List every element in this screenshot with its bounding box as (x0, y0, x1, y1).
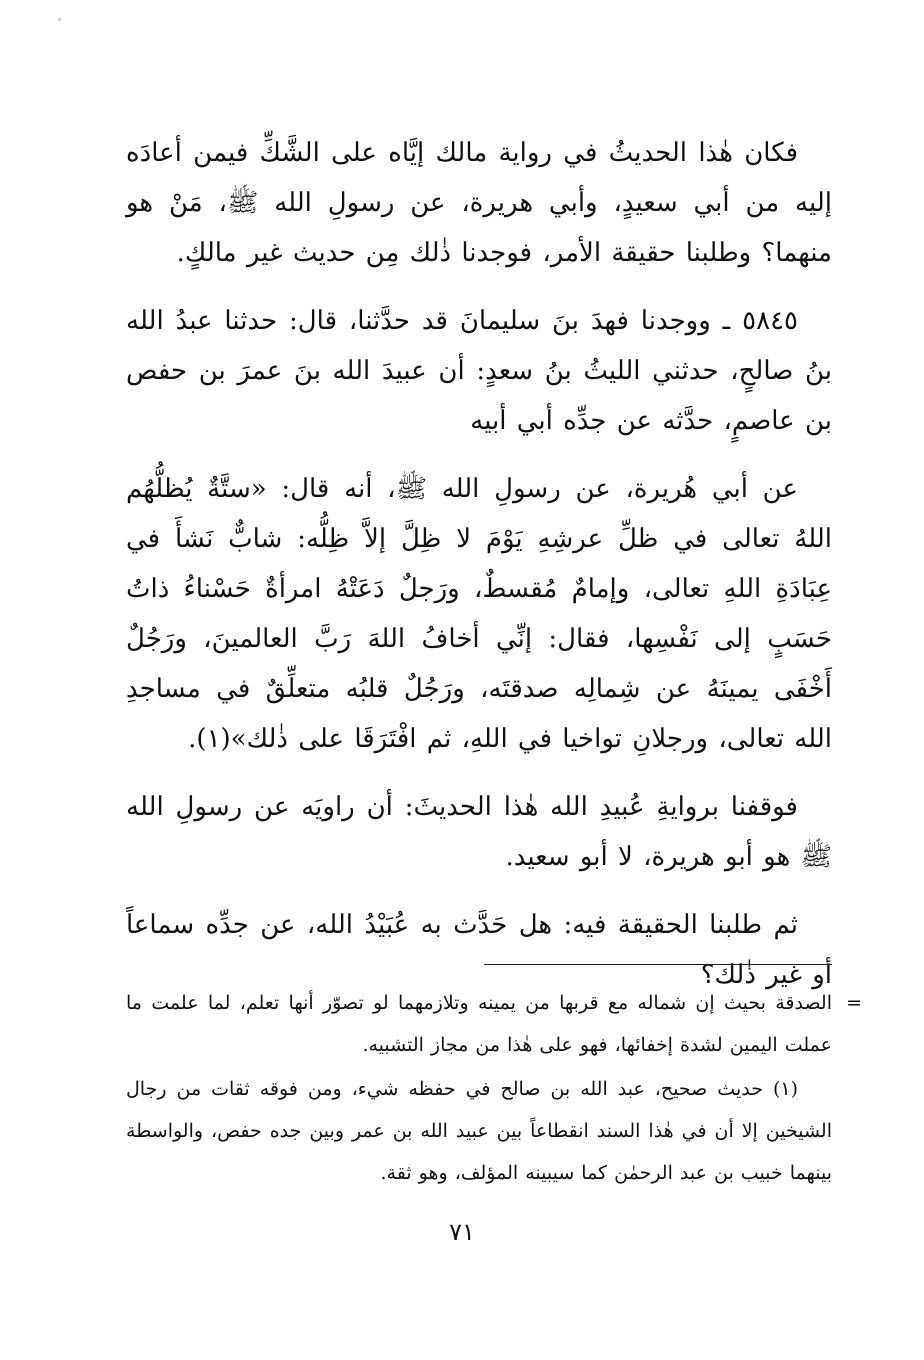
footnote-1: (١) حديث صحيح، عبد الله بن صالح في حفظه شيء، ومن فوقه ثقات من رجال الشيخين إلا أن في هٰذا السند انقطاعاً بين عبيد الله بن عمر وبين جده حفص، والواسطة بينهما خبيب بن عبد الرحمٰن كما سيبينه المؤلف، وهو ثقة. (126, 1078, 832, 1184)
footnote-continuation (126, 982, 862, 1066)
paragraph-5: ثم طلبنا الحقيقة فيه: هل حَدَّث به عُبَيْدُ الله، عن جدِّه سماعاً أو غير ذٰلك؟ (126, 910, 832, 990)
page-content (126, 128, 862, 1258)
continuation-marker: = (846, 992, 862, 1014)
scan-speck (58, 18, 61, 21)
paragraph-4: فوقفنا بروايةِ عُبيدِ الله هٰذا الحديثَ: أن راويَه عن رسولِ الله ﷺ هو أبو هريرة، لا أبو سعيد. (126, 792, 832, 872)
page-number: ٧١ (449, 1218, 475, 1246)
footnote-continuation-text: الصدقة بحيث إن شماله مع قربها من يمينه وتلازمهما لو تصوّر أنها تعلم، لما علمت ما عملت اليمين لشدة إخفائها، فهو على هٰذا من مجاز التشبيه. (126, 992, 832, 1056)
main-text (126, 128, 832, 1000)
paragraph-1: فكان هٰذا الحديثُ في رواية مالك إيَّاه على الشَّكِّ فيمن أعادَه إليه من أبي سعيدٍ، وأبي هريرة، عن رسولِ الله ﷺ، مَنْ هو منهما؟ وطلبنا حقيقة الأمر، فوجدنا ذٰلك مِن حديث غير مالكٍ. (126, 138, 832, 268)
footnotes (126, 982, 862, 1194)
hadith-5845-chain: ٥٨٤٥ ـ ووجدنا فهدَ بنَ سليمانَ قد حدَّثنا، قال: حدثنا عبدُ الله بنُ صالحٍ، حدثني الليثُ بنُ سعدٍ: أن عبيدَ الله بنَ عمرَ بن حفص بن عاصمٍ، حدَّثه عن جدِّه أبي أبيه (126, 306, 832, 436)
footnote-separator (484, 964, 832, 965)
hadith-5845-text: عن أبي هُريرة، عن رسولِ الله ﷺ، أنه قال: «ستَّةٌ يُظلُّهُم اللهُ تعالى في ظلِّ عرشِهِ يَوْمَ لا ظِلَّ إلاَّ ظِلُّه: شابٌّ نَشأَ في عِبَادَةِ اللهِ تعالى، وإمامٌ مُقسطٌ، ورَجلٌ دَعَتْهُ امرأةٌ حَسْناءُ ذاتُ حَسَبٍ إلى نَفْسِها، فقال: إنِّي أخافُ اللهَ رَبَّ العالمينَ، ورَجُلٌ أَخْفَى يمينَهُ عن شِمالِه صدقتَه، ورَجُلٌ قلبُه متعلِّقٌ في مساجدِ الله تعالى، ورجلانِ تواخيا في اللهِ، ثم افْتَرَقَا على ذٰلك»(١). (126, 474, 832, 754)
